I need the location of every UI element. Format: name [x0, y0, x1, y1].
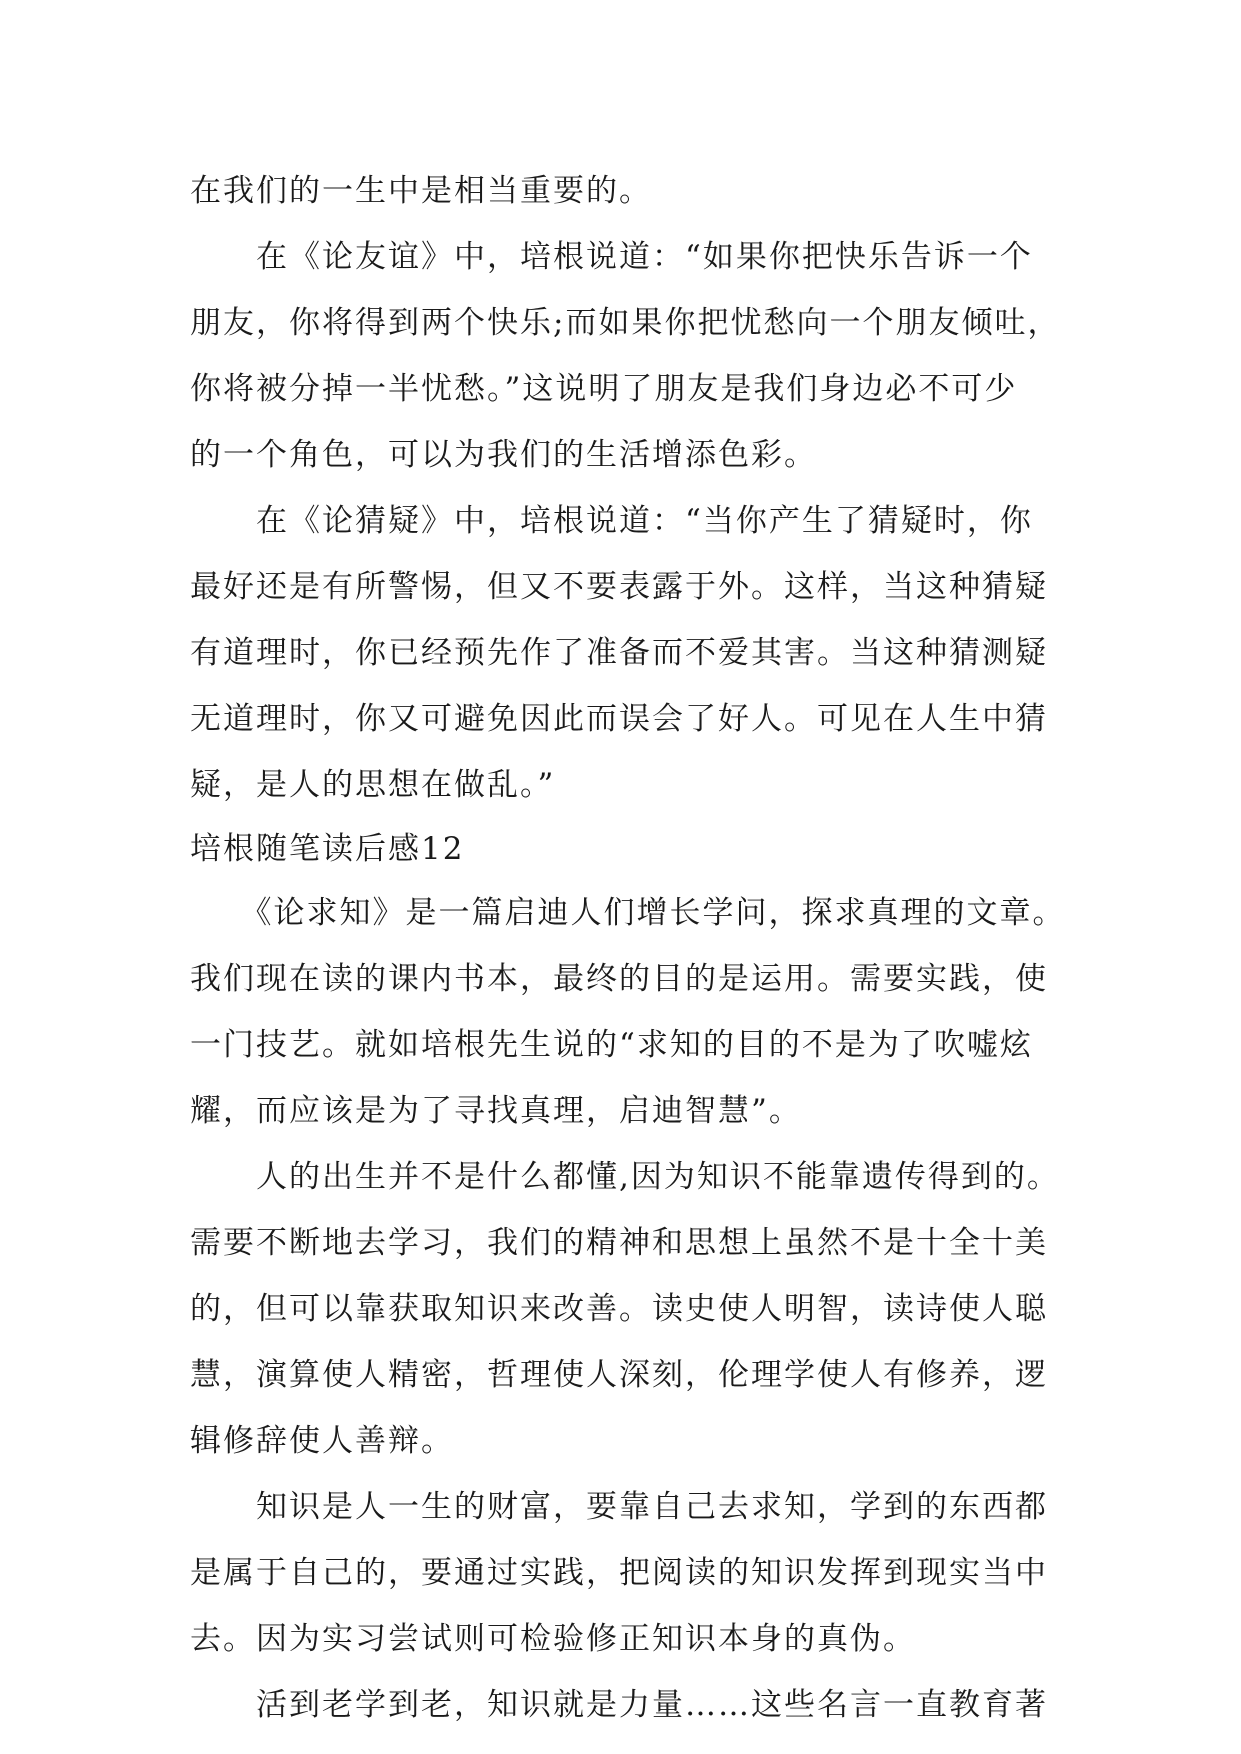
- section-heading: 培根随笔读后感12: [190, 831, 465, 867]
- text-line: 一门技艺。就如培根先生说的“求知的目的不是为了吹嘘炫: [190, 1027, 1033, 1063]
- text-line: 的一个角色，可以为我们的生活增添色彩。: [190, 437, 817, 473]
- text-line: 去。因为实习尝试则可检验修正知识本身的真伪。: [190, 1621, 916, 1657]
- text-line: 朋友，你将得到两个快乐;而如果你把忧愁向一个朋友倾吐，: [190, 305, 1061, 341]
- text-line: 需要不断地去学习，我们的精神和思想上虽然不是十全十美: [190, 1225, 1048, 1261]
- text-line: 活到老学到老，知识就是力量……这些名言一直教育著: [190, 1687, 1048, 1723]
- text-line: 耀，而应该是为了寻找真理，启迪智慧”。: [190, 1093, 802, 1129]
- text-line: 在《论猜疑》中，培根说道：“当你产生了猜疑时，你: [190, 503, 1033, 539]
- text-line: 慧，演算使人精密，哲理使人深刻，伦理学使人有修养，逻: [190, 1357, 1048, 1393]
- text-line: 我们现在读的课内书本，最终的目的是运用。需要实践，使: [190, 961, 1048, 997]
- text-line: 在《论友谊》中，培根说道：“如果你把快乐告诉一个: [190, 239, 1033, 275]
- document-body: [190, 158, 1066, 1738]
- text-line: 知识是人一生的财富，要靠自己去求知，学到的东西都: [190, 1489, 1048, 1525]
- text-line: 你将被分掉一半忧愁。”这说明了朋友是我们身边必不可少: [190, 371, 1018, 407]
- text-line: 最好还是有所警惕，但又不要表露于外。这样，当这种猜疑: [190, 569, 1048, 605]
- text-line: 在我们的一生中是相当重要的。: [190, 173, 652, 209]
- text-line: 是属于自己的，要通过实践，把阅读的知识发挥到现实当中: [190, 1555, 1048, 1591]
- text-line: 有道理时，你已经预先作了准备而不爱其害。当这种猜测疑: [190, 635, 1048, 671]
- text-line: 疑，是人的思想在做乱。”: [190, 767, 556, 803]
- text-line: 的，但可以靠获取知识来改善。读史使人明智，读诗使人聪: [190, 1291, 1048, 1327]
- text-line: 无道理时，你又可避免因此而误会了好人。可见在人生中猜: [190, 701, 1048, 737]
- text-line: 《论求知》是一篇启迪人们增长学问，探求真理的文章。: [190, 895, 1066, 931]
- text-line: 辑修辞使人善辩。: [190, 1423, 454, 1459]
- text-line: 人的出生并不是什么都懂,因为知识不能靠遗传得到的。: [190, 1159, 1060, 1195]
